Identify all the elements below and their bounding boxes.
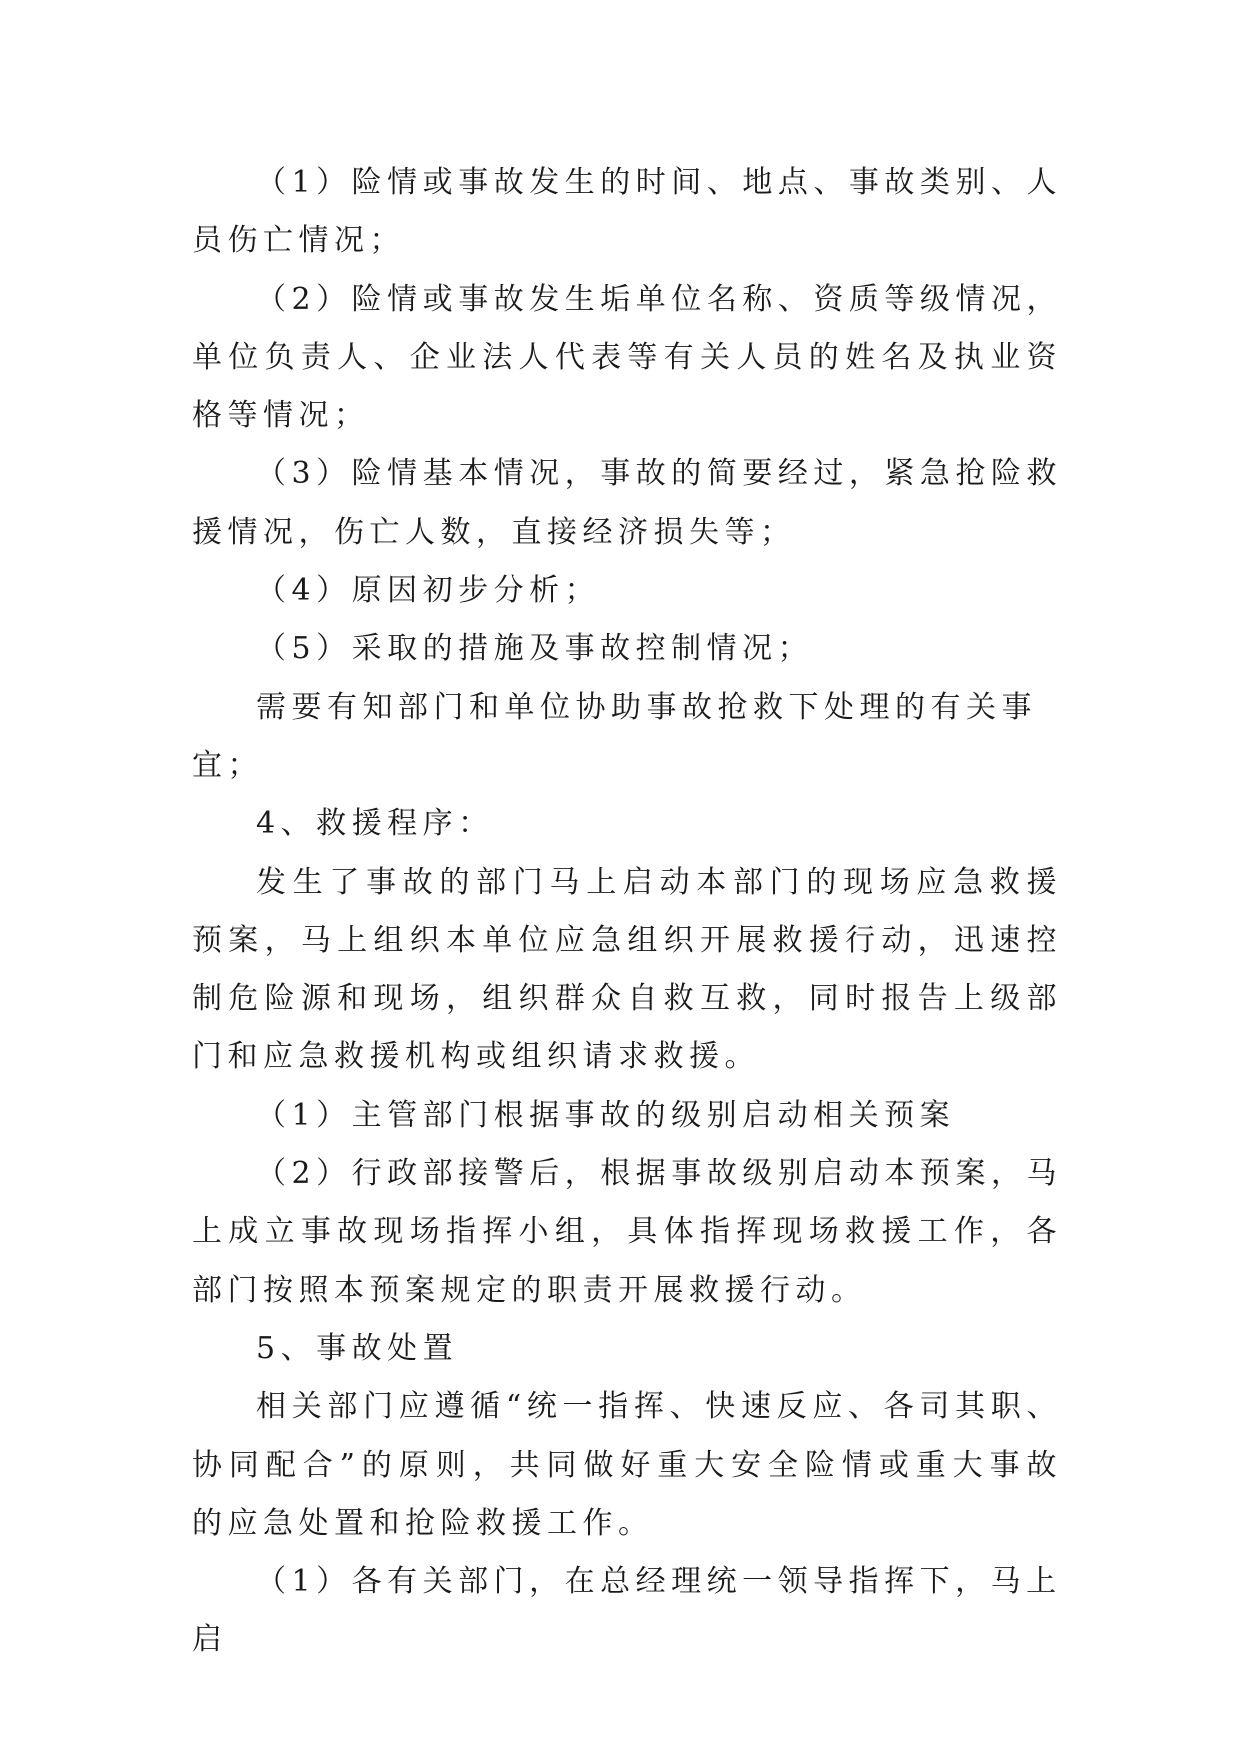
document-body xyxy=(192,154,1062,1670)
section-heading-accident-handling: 5、事故处置 xyxy=(256,1330,459,1366)
paragraph-handling-principle: 相关部门应遵循“统一指挥、快速反应、各司其职、协同配合”的原则，共同做好重大安全险情或重大事故的应急处置和抢险救援工作。 xyxy=(192,1389,1062,1541)
paragraph-report-assistance: 需要有知部门和单位协助事故抢救下处理的有关事宜； xyxy=(192,689,1037,783)
paragraph-report-cause: （4）原因初步分析； xyxy=(256,573,601,609)
section-heading-rescue-procedure: 4、救援程序： xyxy=(256,806,494,842)
paragraph-rescue-step-1: （1）主管部门根据事故的级别启动相关预案 xyxy=(256,1097,956,1133)
paragraph-handling-step-1: （1）各有关部门，在总经理统一领导指挥下，马上启 xyxy=(192,1564,1062,1658)
paragraph-report-basic-situation: （3）险情基本情况，事故的简要经过，紧急抢险救援情况，伤亡人数，直接经济损失等； xyxy=(192,456,1062,550)
paragraph-report-time-place: （1）险情或事故发生的时间、地点、事故类别、人员伤亡情况； xyxy=(192,165,1062,259)
paragraph-rescue-step-2: （2）行政部接警后，根据事故级别启动本预案，马上成立事故现场指挥小组，具体指挥现场救援工作，各部门按照本预案规定的职责开展救援行动。 xyxy=(192,1156,1062,1308)
paragraph-report-unit-info: （2）险情或事故发生垢单位名称、资质等级情况，单位负责人、企业法人代表等有关人员的姓名及执业资格等情况； xyxy=(192,281,1062,434)
paragraph-rescue-start: 发生了事故的部门马上启动本部门的现场应急救援预案，马上组织本单位应急组织开展救援行动，迅速控制危险源和现场，组织群众自救互救，同时报告上级部门和应急救援机构或组织请求救援。 xyxy=(192,864,1062,1075)
paragraph-report-measures: （5）采取的措施及事故控制情况； xyxy=(256,631,814,667)
